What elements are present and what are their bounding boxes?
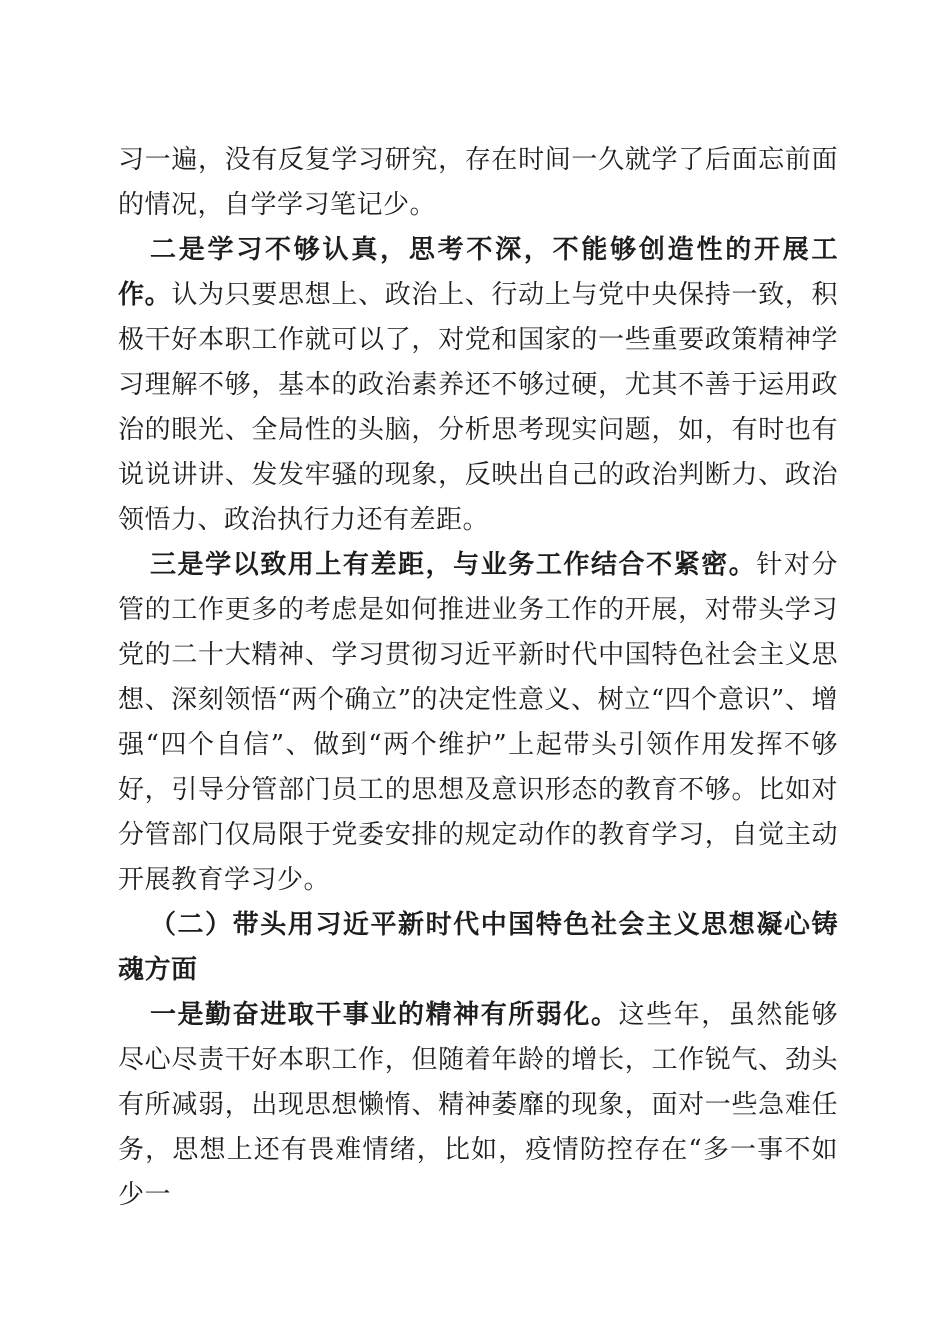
paragraph-5 <box>118 993 838 1218</box>
paragraph-4 <box>118 903 838 993</box>
text-run: 这些年，虽然能够尽心尽责干好本职工作，但随着年龄的增长，工作锐气、劲头有所减弱，出现思想懒惰、精神萎靡的现象，面对一些急难任务，思想上还有畏难情绪，比如，疫情防控存在“多一事不如少一 <box>118 1000 838 1210</box>
text-run: 一是勤奋进取干事业的精神有所弱化。 <box>150 1000 619 1030</box>
document-body-text <box>118 138 838 1218</box>
text-run: 习一遍，没有反复学习研究，存在时间一久就学了后面忘前面的情况，自学学习笔记少。 <box>118 145 838 220</box>
paragraph-1 <box>118 138 838 228</box>
text-run: （二）带头用习近平新时代中国特色社会主义思想凝心铸魂方面 <box>118 910 838 985</box>
paragraph-2 <box>118 228 838 543</box>
text-run: 认为只要思想上、政治上、行动上与党中央保持一致，积极干好本职工作就可以了，对党和国家的一些重要政策精神学习理解不够，基本的政治素养还不够过硬，尤其不善于运用政治的眼光、全局性的头脑，分析思考现实问题，如，有时也有说说讲讲、发发牢骚的现象，反映出自己的政治判断力、政治领悟力、政治执行力还有差距。 <box>118 280 838 535</box>
paragraph-3 <box>118 543 838 903</box>
text-run: 三是学以致用上有差距，与业务工作结合不紧密。 <box>150 550 757 580</box>
text-run: 针对分管的工作更多的考虑是如何推进业务工作的开展，对带头学习党的二十大精神、学习贯彻习近平新时代中国特色社会主义思想、深刻领悟“两个确立”的决定性意义、树立“四个意识”、增强“四个自信”、做到“两个维护”上起带头引领作用发挥不够好，引导分管部门员工的思想及意识形态的教育不够。比如对分管部门仅局限于党委安排的规定动作的教育学习，自觉主动开展教育学习少。 <box>118 550 838 895</box>
text-run: 二是学习不够认真，思考不深，不能够创造性的开展工作。 <box>118 235 838 310</box>
